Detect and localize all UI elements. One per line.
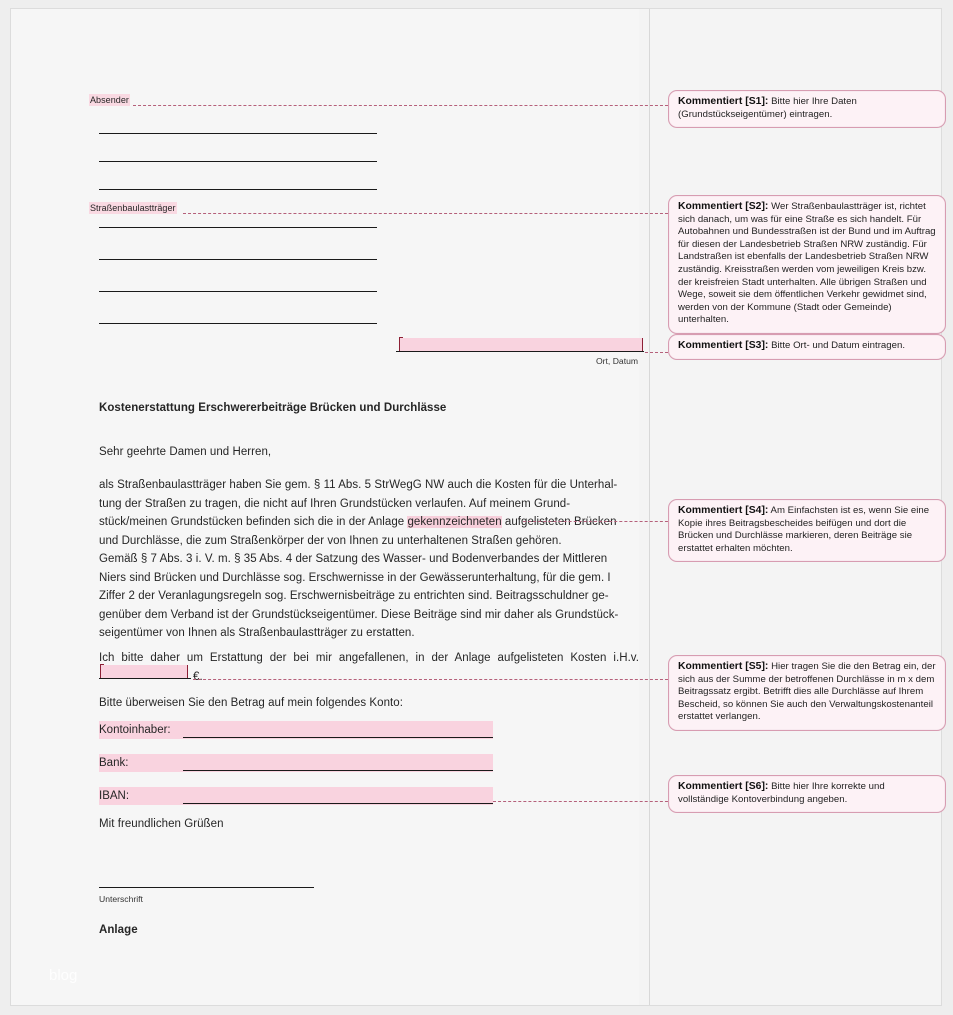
comment-s4-tag: Kommentiert [S4]:	[678, 505, 769, 516]
sender-line-2	[99, 161, 377, 162]
paragraph-1-line-3	[99, 513, 639, 532]
place-date-field[interactable]	[399, 338, 643, 351]
comment-s1-tag: Kommentiert [S1]:	[678, 96, 769, 107]
kontoinhaber-label: Kontoinhaber:	[99, 724, 171, 736]
comment-gutter-divider	[649, 9, 650, 1005]
comment-balloon-s6[interactable]	[668, 775, 946, 813]
closing-greeting: Mit freundlichen Grüßen	[99, 818, 224, 830]
paragraph-1-line-2: tung der Straßen zu tragen, die nicht auf Ihren Grundstücken verlaufen. Auf meinem Grund-	[99, 497, 571, 510]
comment-s6-text: Bitte hier Ihre korrekte und vollständige Kontoverbindung angeben.	[678, 781, 885, 805]
comment-s3-text: Bitte Ort- und Datum eintragen.	[768, 340, 906, 351]
recipient-label: Straßenbaulastträger	[90, 203, 176, 213]
comment-leader-s2	[183, 213, 673, 214]
bank-row-iban	[99, 787, 493, 805]
paragraph-1	[99, 476, 639, 550]
comment-balloon-s3[interactable]	[668, 334, 946, 360]
transfer-instruction: Bitte überweisen Sie den Betrag auf mein folgendes Konto:	[99, 697, 403, 709]
sender-line-3	[99, 189, 377, 190]
bank-label: Bank:	[99, 757, 129, 769]
comment-leader-s4	[523, 521, 673, 522]
comment-s4-text: Am Einfachsten ist es, wenn Sie eine Kopie ihres Beitragsbescheides beifügen und dort die Brücken und Durchlässe markieren, deren Beiträge sie erstattet erhalten möchten.	[678, 505, 930, 554]
comment-balloon-s5[interactable]	[668, 655, 946, 731]
paragraph-1-line-4: und Durchlässe, die zum Straßenkörper der von Ihnen zu unterhaltenen Straßen gehören.	[99, 534, 562, 547]
salutation: Sehr geehrte Damen und Herren,	[99, 446, 272, 458]
comment-leader-s1	[133, 105, 673, 106]
bank-row-bank	[99, 754, 493, 772]
comment-s5-text: Hier tragen Sie die den Betrag ein, der sich aus der Summe der betroffenen Durchlässe in m x dem Beitragssatz ergibt. Betrifft dies alle Durchlässe auf Ihrem Bescheid, so können Sie auch den Verwaltungskostenanteil erstattet verlangen.	[678, 661, 936, 723]
comment-s2-tag: Kommentiert [S2]:	[678, 201, 769, 212]
recipient-line-3	[99, 291, 377, 292]
paragraph-2-line-1: Gemäß § 7 Abs. 3 i. V. m. § 35 Abs. 4 der Satzung des Wasser- und Bodenverbandes der Mittleren	[99, 553, 608, 565]
sender-label: Absender	[90, 95, 129, 105]
comment-balloon-s1[interactable]	[668, 90, 946, 128]
comment-s2-text: Wer Straßenbaulastträger ist, richtet sich danach, um was für eine Straße es sich handelt. Für Autobahnen und Bundesstraßen ist der Bund und im Auftrag für diesen der Landesbetrieb Straßen NRW zuständig. Für Landstraßen ist ebenfalls der Landesbetrieb Straßen NRW zuständig. Kreisstraßen werden vom jeweiligen Kreis bzw. der kreisfreien Stadt unterhalten. Alle übrigen Straßen und Wege, soweit sie dem öffentlichen Verkehr gewidmet sind, werden von der Kommune (Stadt oder Gemeinde) unterhalten.	[678, 201, 936, 326]
place-date-underline	[396, 351, 644, 352]
comment-s5-tag: Kommentiert [S5]:	[678, 661, 769, 672]
paragraph-2-line-2: Niers sind Brücken und Durchlässe sog. Erschwernisse in der Gewässerunterhaltung, für die gem. I	[99, 571, 611, 584]
amount-underline	[99, 678, 191, 679]
recipient-line-2	[99, 259, 377, 260]
amount-currency-suffix: €.	[193, 671, 203, 683]
sender-line-1	[99, 133, 377, 134]
paragraph-1-line-3-post: aufgelisteten Brücken	[501, 516, 617, 528]
highlight-gekennzeichneten[interactable]: gekennzeichneten	[407, 516, 502, 528]
comment-balloon-s4[interactable]	[668, 499, 946, 562]
paragraph-3: Ich bitte daher um Erstattung der bei mir angefallenen, in der Anlage aufgelisteten Kosten i.H.v.	[99, 652, 639, 664]
subject-line: Kostenerstattung Erschwererbeiträge Brücken und Durchlässe	[99, 402, 447, 414]
paragraph-2-line-4: genüber dem Verband ist der Grundstückseigentümer. Diese Beiträge sind mir daher als Grundstück-	[99, 608, 619, 621]
recipient-line-1	[99, 227, 377, 228]
paragraph-2-line-3: Ziffer 2 der Veranlagungsregeln sog. Erschwernisbeiträge zu entrichten sind. Beitragsschuldner ge-	[99, 590, 609, 602]
kontoinhaber-input-line[interactable]	[183, 737, 493, 738]
comment-s6-tag: Kommentiert [S6]:	[678, 781, 769, 792]
attachment-label: Anlage	[99, 924, 138, 936]
iban-input-line[interactable]	[183, 803, 493, 804]
iban-label: IBAN:	[99, 790, 130, 802]
signature-caption: Unterschrift	[99, 894, 143, 904]
comment-leader-s5	[193, 679, 673, 680]
paragraph-2	[99, 550, 639, 643]
bank-row-kontoinhaber	[99, 721, 493, 739]
comment-leader-s6	[493, 801, 673, 802]
recipient-line-4	[99, 323, 377, 324]
comment-balloon-s2[interactable]	[668, 195, 946, 334]
paragraph-1-line-1: als Straßenbaulastträger haben Sie gem. § 11 Abs. 5 StrWegG NW auch die Kosten für die Unterhal-	[99, 479, 618, 491]
bank-input-line[interactable]	[183, 770, 493, 771]
amount-field[interactable]	[100, 665, 188, 678]
blog-watermark: blog	[49, 967, 78, 984]
place-date-caption: Ort, Datum	[596, 356, 639, 366]
paragraph-1-line-3-pre: stück/meinen Grundstücken befinden sich die in der Anlage	[99, 516, 408, 528]
comment-s3-tag: Kommentiert [S3]:	[678, 340, 769, 351]
comment-s1-text: Bitte hier Ihre Daten (Grundstückseigentümer) eintragen.	[678, 96, 857, 120]
paragraph-2-line-5: seigentümer von Ihnen als Straßenbaulastträger zu erstatten.	[99, 627, 415, 639]
signature-line	[99, 887, 314, 888]
